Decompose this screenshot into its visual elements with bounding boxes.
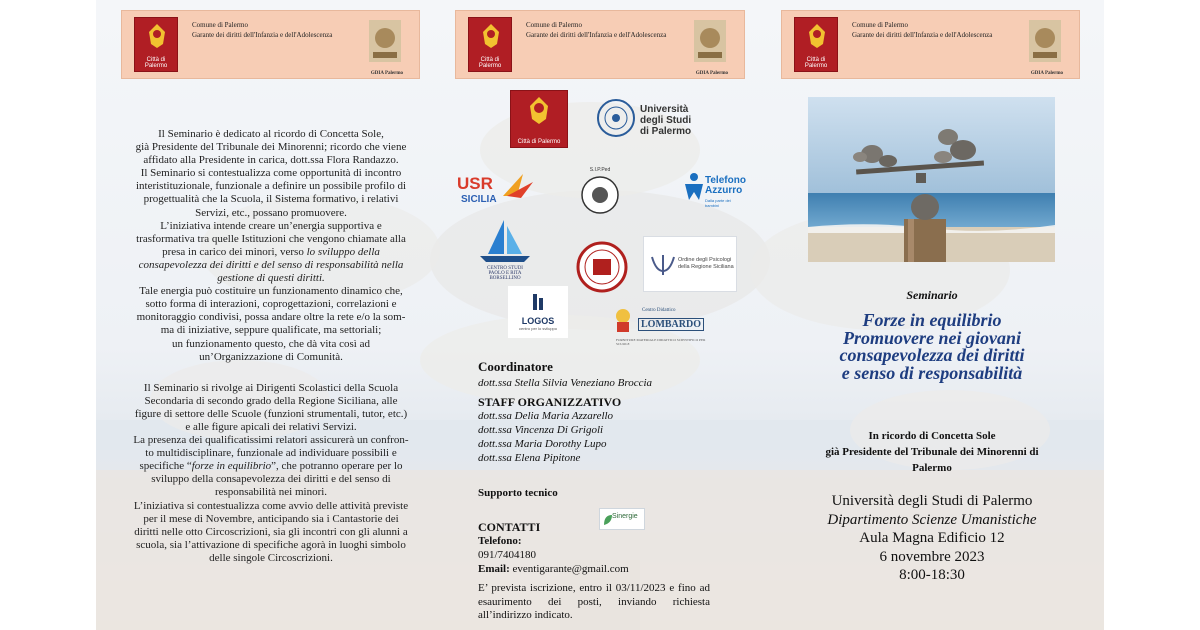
- telefono-figure-icon: [683, 172, 705, 202]
- desc-italic: forze in equilibrio: [191, 460, 272, 473]
- left-margin: [0, 0, 96, 630]
- memory-line: Palermo: [912, 462, 952, 474]
- desc-line: interistituzionale, funzionale a definire un possibile profilo di: [135, 180, 407, 193]
- desc-line: ma di iniziative, seppure qualificate, ma settoriali;: [160, 324, 382, 337]
- header-banner-right: [781, 10, 1080, 79]
- desc-line: per il mese di Novembre, anticipando sia i Cantastorie dei: [143, 512, 399, 525]
- desc-line: sviluppo della consapevolezza dei diritti e del senso di: [151, 473, 391, 486]
- citta-di-palermo-logo: [510, 90, 568, 148]
- red-seal-icon: [576, 241, 628, 293]
- banner-line-1: Comune di Palermo: [192, 21, 248, 29]
- coordinator-name: dott.ssa Stella Silvia Veneziano Broccia: [478, 377, 653, 389]
- borsellino-line: PAOLO E RITA BORSELLINO: [488, 271, 522, 281]
- coordinator-heading: Coordinatore: [478, 359, 553, 374]
- telefono-azzurro-logo: [683, 168, 745, 208]
- banner-line-2: Garante dei diritti dell'Infanzia e dell'Adolescenza: [852, 31, 993, 39]
- desc-line: Secondaria di secondo grado della Regione Siciliana, alle: [144, 394, 398, 407]
- seminario-label: Seminario: [906, 288, 958, 302]
- contacts-block: [478, 520, 629, 576]
- desc-line: La presenza dei qualificatissimi relatori assicurerà un confron-: [133, 434, 409, 447]
- desc-line: Il Seminario si contestualizza come opportunità di incontro: [140, 167, 402, 180]
- desc-line: to multidisciplinare, funzionale ad individuare possibili e: [145, 447, 397, 460]
- seminar-description: [120, 128, 422, 565]
- header-banner-left: [121, 10, 420, 79]
- telefono-sub: Dalla parte dei bambini: [705, 198, 731, 208]
- paragraph-gap: [120, 364, 422, 382]
- event-date: 6 novembre 2023: [879, 548, 985, 565]
- desc-italic: consapevolezza dei diritti e del senso di responsabilità nella: [138, 258, 404, 271]
- desc-line-mixed: [120, 460, 422, 473]
- palermo-crest-icon: [134, 17, 178, 72]
- memory-line: In ricordo di Concetta Sole: [868, 430, 996, 442]
- staff-heading: STAFF ORGANIZZATIVO: [478, 395, 622, 409]
- lombardo-top: Centro Didattico: [642, 308, 676, 313]
- desc-italic: gestione di questi diritti.: [217, 272, 325, 285]
- seminar-title: [790, 312, 1074, 382]
- right-margin: [1104, 0, 1200, 630]
- logos-sub: centro per lo sviluppo: [518, 326, 558, 331]
- unipa-line: degli Studi: [640, 115, 692, 126]
- title-line: consapevolezza dei diritti: [839, 345, 1025, 365]
- sipped-seal-icon: [576, 169, 624, 217]
- desc-line: Tale energia può costituire un funzionamento dinamico che,: [139, 285, 403, 298]
- sipped-label: S.I.P.Ped: [589, 167, 611, 173]
- gdia-emblem-icon: [690, 16, 730, 66]
- title-line: Forze in equilibrio: [862, 310, 1002, 330]
- centro-didattico-lombardo-logo: [612, 306, 718, 346]
- unipa-logo: [596, 98, 698, 140]
- unipa-line: Università: [640, 104, 689, 115]
- gdia-label: GDIA Palermo: [695, 71, 728, 76]
- desc-line: Il Seminario è dedicato al ricordo di Concetta Sole,: [158, 128, 384, 140]
- usr-sicilia-logo: [457, 166, 537, 210]
- phone-label: Telefono:: [478, 535, 522, 547]
- balanced-stones-photo: [808, 97, 1055, 262]
- desc-line: un’Organizzazione di Comunità.: [199, 350, 343, 363]
- unipa-line: di Palermo: [640, 126, 692, 137]
- crest-label: Città di Palermo: [478, 57, 502, 69]
- desc-text: specifiche “: [139, 460, 192, 473]
- venue-university: Università degli Studi di Palermo: [831, 493, 1033, 509]
- logos-mark-icon: [508, 286, 568, 314]
- sailboat-icon: [474, 216, 536, 266]
- desc-line: L’iniziativa intende creare un’energia supportiva e: [160, 219, 382, 232]
- telefono-line: Azzurro: [705, 185, 743, 196]
- header-banner-middle: [455, 10, 745, 79]
- desc-line: Il Seminario si rivolge ai Dirigenti Scolastici della Scuola: [143, 381, 399, 394]
- borsellino-line: CENTRO STUDI: [487, 266, 523, 271]
- title-line: e senso di responsabilità: [841, 362, 1023, 383]
- staff-member: dott.ssa Elena Pipitone: [478, 452, 581, 464]
- palermo-crest-icon: [794, 17, 838, 72]
- registration-note: E’ prevista iscrizione, entro il 03/11/2023 e fino ad esaurimento dei posti, inviando richiesta all’indirizzo indicato.: [478, 582, 710, 621]
- sinergie-label: Sinergie: [612, 513, 638, 520]
- lombardo-sub: FORNITURE MATERIALE DIDATTICO SCIENTIFICO PER SCUOLE: [616, 338, 706, 346]
- desc-line: affidato alla Presidente in carica, dott.ssa Flora Randazzo.: [143, 154, 399, 167]
- gdia-label: GDIA Palermo: [370, 71, 403, 76]
- staff-member: dott.ssa Vincenza Di Grigoli: [478, 424, 604, 436]
- desc-text: presa in carico dei minori, verso: [162, 245, 304, 258]
- venue-room: Aula Magna Edificio 12: [859, 530, 1005, 546]
- desc-line: [120, 259, 422, 272]
- desc-line: sotto forma di interazioni, coprogettazioni, correlazioni e: [145, 298, 397, 311]
- logo-label: Città di Palermo: [517, 139, 561, 145]
- staff-member: dott.ssa Delia Maria Azzarello: [478, 410, 614, 422]
- gdia-emblem-icon: [365, 16, 405, 66]
- usr-sub-label: SICILIA: [461, 194, 497, 205]
- banner-line-1: Comune di Palermo: [852, 21, 908, 29]
- memory-line: già Presidente del Tribunale dei Minorenni di: [825, 446, 1039, 458]
- telefono-line: Telefono: [705, 175, 746, 186]
- desc-line: monitoraggio condivisi, possa andare oltre la rete e/o la som-: [136, 311, 406, 324]
- unipa-name: [640, 104, 691, 137]
- tech-support-heading: Supporto tecnico: [478, 487, 558, 499]
- memorial-dedication: [790, 428, 1074, 476]
- usr-label: USR: [457, 174, 493, 193]
- title-line: Promuovere nei giovani: [843, 327, 1021, 348]
- venue-department: Dipartimento Scienze Umanistiche: [827, 511, 1037, 528]
- red-seal-logo: [576, 241, 628, 293]
- desc-line: L’iniziativa si contestualizza come avvio delle attività previste: [133, 499, 409, 512]
- borsellino-name: [474, 266, 536, 281]
- ordine-psicologi-logo: [643, 236, 737, 292]
- desc-line: figure di settore delle Scuole (funzioni strumentali, tutor, etc.): [134, 407, 408, 420]
- desc-line: [120, 272, 422, 285]
- palermo-crest-icon: [468, 17, 512, 72]
- desc-line: scuola, sia l’attivazione di specifiche agorà in luoghi simbolo: [136, 538, 406, 551]
- psi-icon: [648, 253, 678, 277]
- lombardo-mascot-icon: [612, 306, 634, 336]
- phone-value[interactable]: 091/7404180: [478, 549, 537, 561]
- banner-line-2: Garante dei diritti dell'Infanzia e dell'Adolescenza: [192, 31, 333, 39]
- desc-line: trasformativa tra quelle Istituzioni che vengono chiamate alla: [136, 232, 406, 245]
- crest-label: Città di Palermo: [144, 57, 168, 69]
- staff-member: dott.ssa Maria Dorothy Lupo: [478, 438, 607, 450]
- sipped-logo: [576, 169, 624, 217]
- venue-details: [790, 492, 1074, 585]
- event-time: 8:00-18:30: [899, 567, 965, 583]
- desc-line: e alle figure apicali dei relativi Servizi.: [185, 420, 357, 433]
- contacts-heading: CONTATTI: [478, 520, 541, 534]
- desc-line: un funzionamento questo, che dà vita così ad: [172, 337, 370, 350]
- centro-studi-borsellino-logo: [474, 216, 536, 281]
- lombardo-name: LOMBARDO: [638, 318, 704, 331]
- psy-line: Ordine degli Psicologi: [678, 257, 732, 263]
- banner-line-2: Garante dei diritti dell'Infanzia e dell'Adolescenza: [526, 31, 667, 39]
- desc-line-mixed: [120, 246, 422, 259]
- logos-name: LOGOS: [521, 316, 555, 326]
- desc-line: delle singole Circoscrizioni.: [209, 551, 333, 564]
- desc-line: diritti nelle otto Circoscrizioni, sia gli incontri con gli alunni a: [134, 525, 408, 538]
- unipa-seal-icon: [596, 98, 636, 138]
- email-label: Email:: [478, 563, 510, 575]
- desc-line: progettualità che la Scuola, il Sistema formativo, i relativi: [143, 193, 399, 206]
- email-value[interactable]: eventigarante@gmail.com: [512, 563, 629, 575]
- psy-name: [678, 257, 734, 271]
- telefono-name: [705, 176, 746, 196]
- gdia-label: GDIA Palermo: [1030, 71, 1063, 76]
- desc-text: ”, che potranno operare per lo: [271, 460, 403, 473]
- desc-line: Servizi, etc., possano promuovere.: [195, 206, 347, 219]
- logos-logo: [508, 286, 568, 338]
- desc-line: già Presidente del Tribunale dei Minorenni; ricordo che viene: [135, 141, 407, 154]
- desc-italic: lo sviluppo della: [306, 245, 380, 258]
- desc-line: responsabilità nei minori.: [214, 486, 328, 499]
- banner-line-1: Comune di Palermo: [526, 21, 582, 29]
- psy-line: della Regione Siciliana: [678, 264, 734, 270]
- crest-label: Città di Palermo: [804, 57, 828, 69]
- gdia-emblem-icon: [1025, 16, 1065, 66]
- staff-list: [478, 409, 613, 465]
